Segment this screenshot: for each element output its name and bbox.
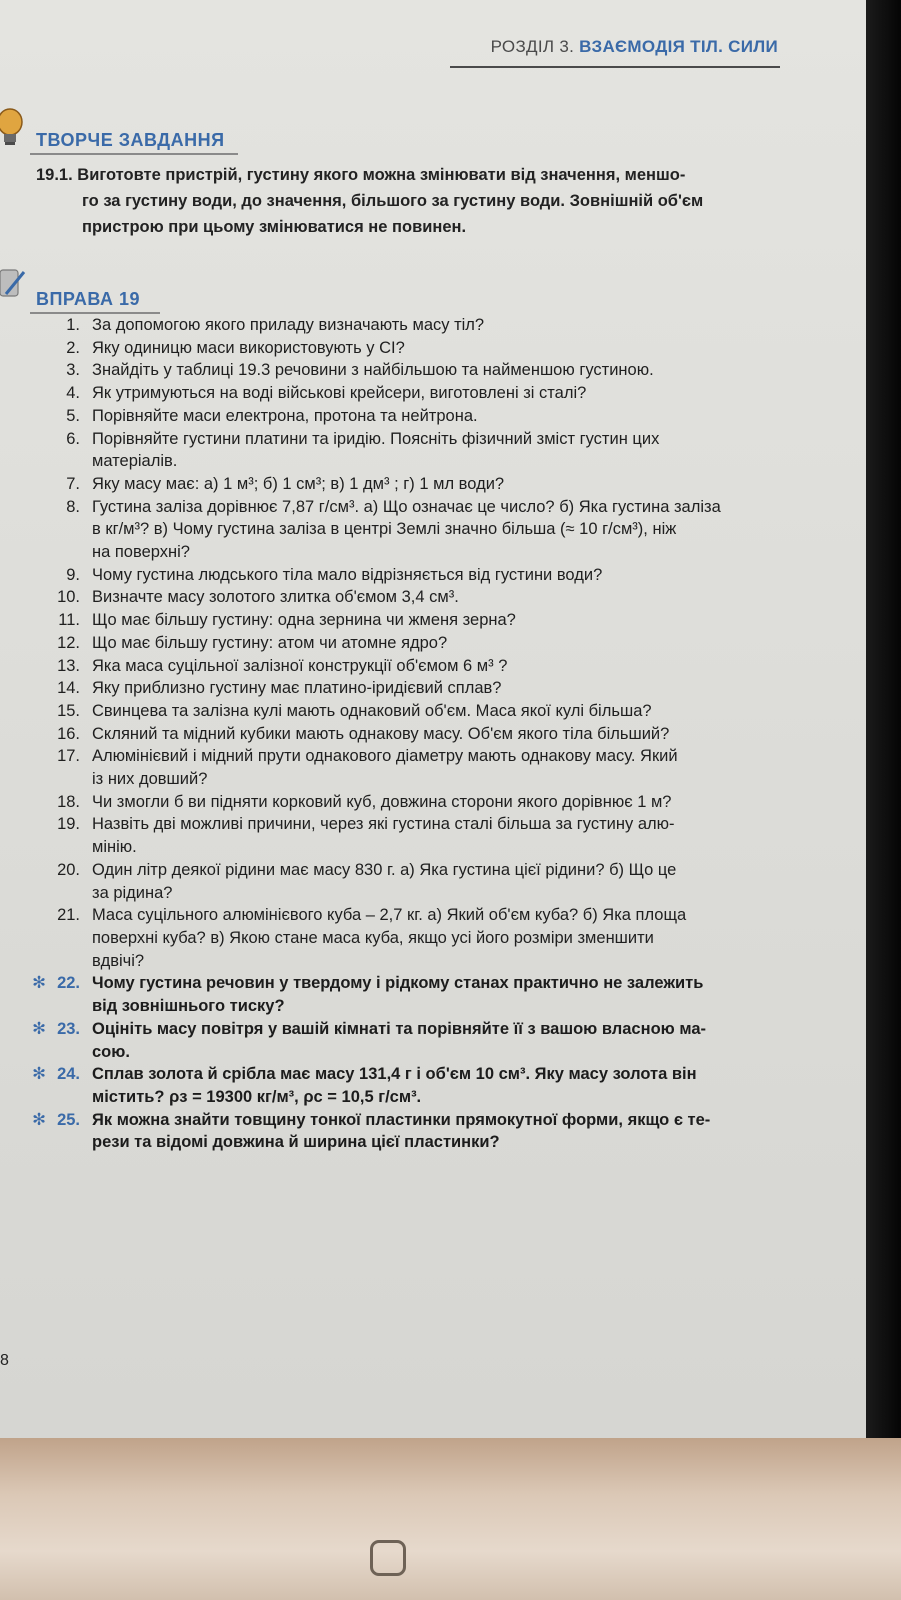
exercise-item-number: 15. — [57, 701, 80, 720]
exercise-item-text — [92, 586, 798, 609]
star-placeholder — [28, 904, 50, 972]
exercise-item-number: 9. — [66, 565, 80, 584]
exercise-item-number: 24. — [57, 1065, 80, 1084]
exercise-item-line: Назвіть дві можливі причини, через які густина сталі більша за густину алю- — [92, 815, 675, 834]
exercise-item-number: 10. — [57, 588, 80, 607]
exercise-item-line: Чи змогли б ви підняти корковий куб, довжина сторони якого дорівнює 1 м? — [92, 792, 672, 811]
creative-task-number: 19.1. — [36, 166, 73, 184]
exercise-item-number: 25. — [57, 1110, 80, 1129]
exercise-item-line: Алюмінієвий і мідний прути однакового діаметру мають однакову масу. Який — [92, 747, 678, 766]
exercise-item-line: від зовнішнього тиску? — [92, 997, 285, 1016]
exercise-item-line: Свинцева та залізна кулі мають однаковий об'єм. Маса якої кулі більша? — [92, 701, 652, 720]
star-placeholder — [28, 745, 50, 790]
exercise-item-number: 6. — [66, 429, 80, 448]
exercise-item-line: Густина заліза дорівнює 7,87 г/см³. а) Що означає це число? б) Яка густина заліза — [92, 497, 721, 516]
exercise-item — [28, 1018, 798, 1063]
exercise-item-text — [92, 972, 798, 1017]
exercise-item-line: в кг/м³? в) Чому густина заліза в центрі Землі значно більша (≈ 10 г/см³), ніж — [92, 520, 677, 539]
bottom-bezel — [0, 1438, 901, 1600]
star-placeholder — [28, 564, 50, 587]
exercise-item — [28, 813, 798, 858]
exercise-item-number: 23. — [57, 1019, 80, 1038]
star-placeholder — [28, 405, 50, 428]
exercise-item-number: 19. — [57, 815, 80, 834]
exercise-item-line: за рідина? — [92, 883, 173, 902]
star-icon: ✻ — [32, 1110, 46, 1129]
exercise-item — [28, 677, 798, 700]
star-icon: ✻ — [32, 1065, 46, 1084]
pencil-icon — [0, 266, 28, 302]
exercise-item — [28, 791, 798, 814]
exercise-item-line: Порівняйте густини платини та іридію. Поясніть фізичний зміст густин цих — [92, 429, 660, 448]
exercise-item-line: Знайдіть у таблиці 19.3 речовини з найбільшою та найменшою густиною. — [92, 361, 654, 380]
star-icon: ✻ — [32, 974, 46, 993]
star-placeholder — [28, 813, 50, 858]
exercise-item-line: вдвічі? — [92, 951, 145, 970]
star-placeholder — [28, 586, 50, 609]
exercise-item-text — [92, 314, 798, 337]
exercise-item — [28, 972, 798, 1017]
star-placeholder — [28, 632, 50, 655]
creative-task-line-1: Виготовте пристрій, густину якого можна змінювати від значення, меншо- — [77, 166, 686, 184]
exercise-item-line: із них довший? — [92, 770, 208, 789]
exercise-item-text — [92, 700, 798, 723]
creative-task — [36, 162, 796, 240]
exercise-item-text — [92, 813, 798, 858]
exercise-item-text — [92, 428, 798, 473]
star-icon: ✻ — [32, 1019, 46, 1038]
star-placeholder — [28, 859, 50, 904]
exercise-item-number: 8. — [66, 497, 80, 516]
exercise-item-number: 21. — [57, 906, 80, 925]
creative-task-line-3: пристрою при цьому змінюватися не повинен. — [82, 218, 467, 236]
star-placeholder — [28, 496, 50, 564]
exercise-item-line: Як можна знайти товщину тонкої пластинки прямокутної форми, якщо є те- — [92, 1110, 711, 1129]
exercise-item-text — [92, 677, 798, 700]
running-head-title: ВЗАЄМОДІЯ ТІЛ. СИЛИ — [579, 37, 778, 56]
star-placeholder — [28, 677, 50, 700]
star-placeholder — [28, 428, 50, 473]
creative-task-rule — [30, 153, 238, 155]
exercise-item-line: Порівняйте маси електрона, протона та нейтрона. — [92, 406, 478, 425]
exercise-item-line: поверхні куба? в) Якою стане маса куба, якщо усі його розміри зменшити — [92, 928, 654, 947]
exercise-item — [28, 564, 798, 587]
exercise-item-number: 17. — [57, 747, 80, 766]
exercise-item-text — [92, 904, 798, 972]
exercise-item-number: 14. — [57, 679, 80, 698]
exercise-item-text — [92, 1018, 798, 1063]
home-button[interactable] — [370, 1540, 406, 1576]
exercise-item — [28, 428, 798, 473]
exercise-item — [28, 700, 798, 723]
exercise-item-text — [92, 859, 798, 904]
running-head-prefix: РОЗДІЛ 3. — [490, 37, 575, 56]
exercise-item-line: Оцініть масу повітря у вашій кімнаті та порівняйте її з вашою власною ма- — [92, 1019, 706, 1038]
exercise-item-number: 16. — [57, 724, 80, 743]
exercise-item — [28, 382, 798, 405]
exercise-item-line: Скляний та мідний кубики мають однакову масу. Об'єм якого тіла більший? — [92, 724, 670, 743]
exercise-item-number: 7. — [66, 474, 80, 493]
exercise-item — [28, 496, 798, 564]
exercise-item-line: містить? ρз = 19300 кг/м³, ρс = 10,5 г/см³. — [92, 1087, 422, 1106]
exercise-item — [28, 655, 798, 678]
exercise-item-line: Яку приблизно густину має платино-іридієвий сплав? — [92, 679, 502, 698]
exercise-item-text — [92, 496, 798, 564]
exercise-item-number: 20. — [57, 860, 80, 879]
exercise-item — [28, 314, 798, 337]
exercise-item-text — [92, 382, 798, 405]
exercise-item — [28, 723, 798, 746]
exercise-item — [28, 859, 798, 904]
star-placeholder — [28, 359, 50, 382]
exercise-item-number: 2. — [66, 338, 80, 357]
exercise-item — [28, 586, 798, 609]
star-placeholder — [28, 655, 50, 678]
exercise-item — [28, 405, 798, 428]
star-placeholder — [28, 337, 50, 360]
exercise-item-text — [92, 564, 798, 587]
exercise-item-text — [92, 405, 798, 428]
exercise-item-number: 13. — [57, 656, 80, 675]
exercise-item-line: Як утримуються на воді військові крейсери, виготовлені зі сталі? — [92, 384, 587, 403]
exercise-item-line: Яку масу має: а) 1 м³; б) 1 см³; в) 1 дм³ ; г) 1 мл води? — [92, 474, 505, 493]
exercise-item-line: Чому густина речовин у твердому і рідкому станах практично не залежить — [92, 974, 704, 993]
exercise-item-line: сою. — [92, 1042, 130, 1061]
right-bezel — [866, 0, 901, 1440]
star-placeholder — [28, 723, 50, 746]
exercise-item-number: 1. — [66, 316, 80, 334]
exercise-item — [28, 632, 798, 655]
star-placeholder — [28, 700, 50, 723]
exercise-item-line: Що має більшу густину: одна зернина чи жменя зерна? — [92, 611, 516, 630]
exercise-list — [28, 314, 798, 1154]
exercise-item — [28, 1109, 798, 1154]
exercise-item — [28, 904, 798, 972]
exercise-item-text — [92, 632, 798, 655]
exercise-item-line: За допомогою якого приладу визначають масу тіл? — [92, 316, 485, 334]
exercise-item-line: матеріалів. — [92, 452, 178, 471]
creative-task-line — [36, 162, 796, 188]
star-placeholder — [28, 609, 50, 632]
star-placeholder — [28, 791, 50, 814]
exercise-item-number: 4. — [66, 384, 80, 403]
running-head-rule — [450, 66, 780, 68]
exercise-item-line: Один літр деякої рідини має масу 830 г. а) Яка густина цієї рідини? б) Що це — [92, 860, 677, 879]
exercise-item-text — [92, 1063, 798, 1108]
exercise-item-number: 12. — [57, 633, 80, 652]
lightbulb-icon — [0, 108, 26, 150]
exercise-item-line: Маса суцільного алюмінієвого куба – 2,7 кг. а) Який об'єм куба? б) Яка площа — [92, 906, 687, 925]
exercise-item-line: рези та відомі довжина й ширина цієї пластинки? — [92, 1133, 500, 1152]
star-placeholder — [28, 473, 50, 496]
exercise-item-line: Що має більшу густину: атом чи атомне ядро? — [92, 633, 448, 652]
exercise-heading: ВПРАВА 19 — [36, 289, 140, 309]
creative-task-line-2: го за густину води, до значення, більшого за густину води. Зовнішній об'єм — [82, 192, 704, 210]
exercise-item-text — [92, 723, 798, 746]
exercise-item — [28, 1063, 798, 1108]
exercise-item — [28, 359, 798, 382]
exercise-item — [28, 473, 798, 496]
exercise-item-number: 22. — [57, 974, 80, 993]
exercise-item-text — [92, 745, 798, 790]
exercise-item-text — [92, 791, 798, 814]
exercise-item-text — [92, 609, 798, 632]
running-head — [491, 37, 778, 57]
exercise-item-text — [92, 359, 798, 382]
exercise-item-text — [92, 337, 798, 360]
exercise-item-text — [92, 1109, 798, 1154]
exercise-item-line: Визначте масу золотого злитка об'ємом 3,4 см³. — [92, 588, 459, 607]
exercise-item-line: Яку одиницю маси використовують у СІ? — [92, 338, 405, 357]
exercise-item — [28, 337, 798, 360]
exercise-item-line: на поверхні? — [92, 543, 190, 562]
star-placeholder — [28, 382, 50, 405]
exercise-item-text — [92, 473, 798, 496]
exercise-item-line: Яка маса суцільної залізної конструкції об'ємом 6 м³ ? — [92, 656, 508, 675]
exercise-item-line: мінію. — [92, 838, 137, 857]
exercise-item — [28, 745, 798, 790]
exercise-item — [28, 609, 798, 632]
exercise-item-line: Чому густина людського тіла мало відрізняється від густини води? — [92, 565, 603, 584]
exercise-item-text — [92, 655, 798, 678]
creative-task-heading: ТВОРЧЕ ЗАВДАННЯ — [36, 130, 225, 150]
exercise-item-number: 5. — [66, 406, 80, 425]
page-number: 8 — [0, 1352, 9, 1369]
exercise-item-line: Сплав золота й срібла має масу 131,4 г і об'єм 10 см³. Яку масу золота він — [92, 1065, 697, 1084]
exercise-item-number: 3. — [66, 361, 80, 380]
exercise-item-number: 11. — [58, 611, 80, 630]
star-placeholder — [28, 314, 50, 337]
exercise-item-number: 18. — [57, 792, 80, 811]
